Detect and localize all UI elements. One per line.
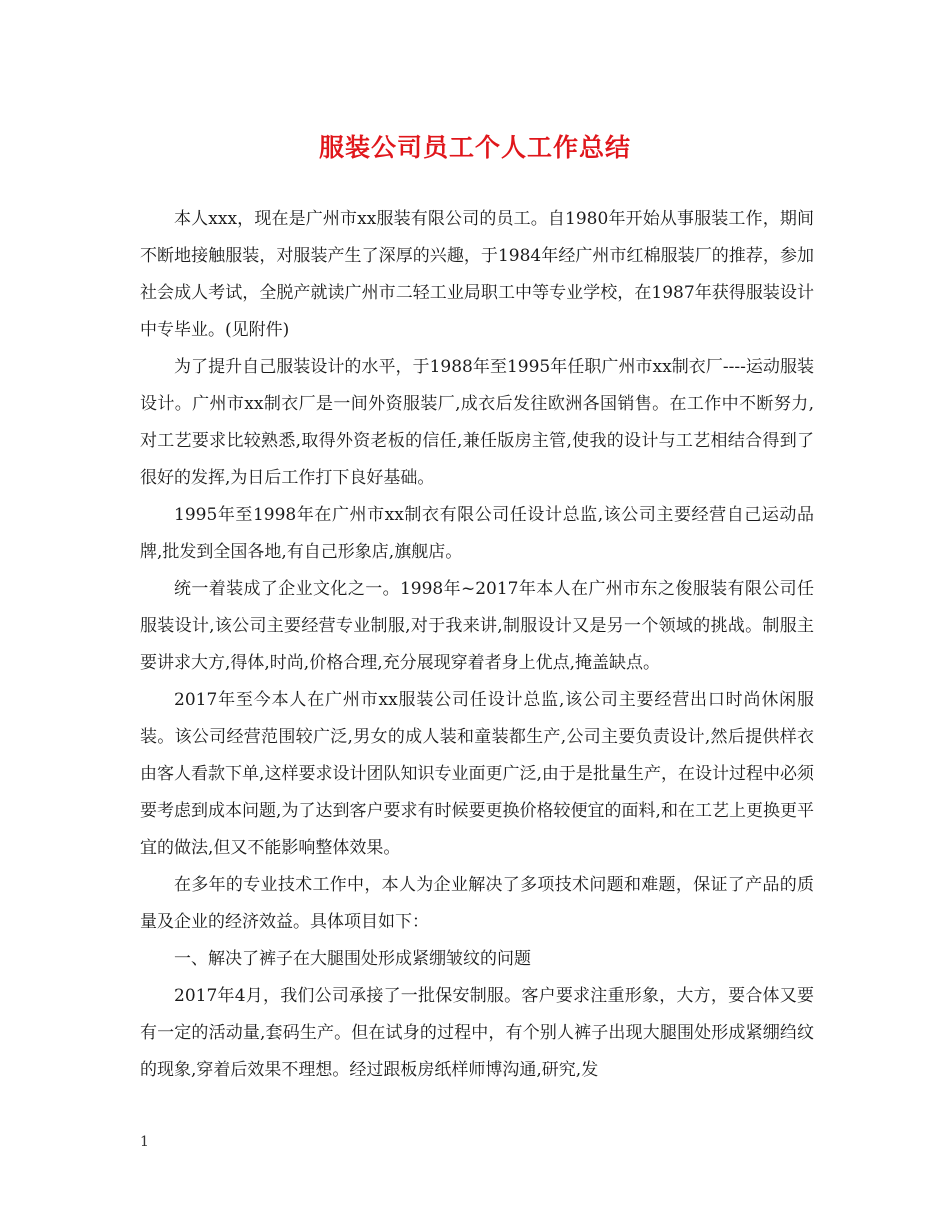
- paragraph: 为了提升自己服装设计的水平，于1988年至1995年任职广州市xx制衣厂----运动服装设计。广州市xx制衣厂是一间外资服装厂,成衣后发往欧洲各国销售。在工作中不断努力,对工艺要求比较熟悉,取得外资老板的信任,兼任版房主管,使我的设计与工艺相结合得到了很好的发挥,为日后工作打下良好基础。: [140, 357, 814, 488]
- paragraph: 统一着装成了企业文化之一。1998年~2017年本人在广州市东之俊服装有限公司任服装设计,该公司主要经营专业制服,对于我来讲,制服设计又是另一个领域的挑战。制服主要讲求大方,得体,时尚,价格合理,充分展现穿着者身上优点,掩盖缺点。: [140, 579, 814, 673]
- paragraph: 在多年的专业技术工作中，本人为企业解决了多项技术问题和难题，保证了产品的质量及企业的经济效益。具体项目如下：: [140, 875, 814, 932]
- document-title: 服装公司员工个人工作总结: [318, 133, 631, 162]
- paragraph: 1995年至1998年在广州市xx制衣有限公司任设计总监,该公司主要经营自己运动品牌,批发到全国各地,有自己形象店,旗舰店。: [140, 505, 814, 562]
- page-number: 1: [140, 1134, 149, 1150]
- paragraph: 2017年至今本人在广州市xx服装公司任设计总监,该公司主要经营出口时尚休闲服装。该公司经营范围较广泛,男女的成人装和童装都生产,公司主要负责设计,然后提供样衣由客人看款下单,这样要求设计团队知识专业面更广泛,由于是批量生产，在设计过程中必须要考虑到成本问题,为了达到客户要求有时候要更换价格较便宜的面料,和在工艺上更换更平宜的做法,但又不能影响整体效果。: [140, 690, 814, 858]
- paragraph: 2017年4月，我们公司承接了一批保安制服。客户要求注重形象，大方，要合体又要有一定的活动量,套码生产。但在试身的过程中，有个别人裤子出现大腿围处形成紧绷绉纹的现象,穿着后效果不理想。经过跟板房纸样师博沟通,研究,发: [140, 986, 814, 1080]
- section-heading: 一、解决了裤子在大腿围处形成紧绷皱纹的问题: [174, 949, 531, 969]
- document-body: [140, 201, 814, 1089]
- paragraph: 本人xxx，现在是广州市xx服装有限公司的员工。自1980年开始从事服装工作，期间不断地接触服装，对服装产生了深厚的兴趣，于1984年经广州市红棉服装厂的推荐，参加社会成人考试，全脱产就读广州市二轻工业局职工中等专业学校，在1987年获得服装设计中专毕业。(见附件): [140, 209, 814, 340]
